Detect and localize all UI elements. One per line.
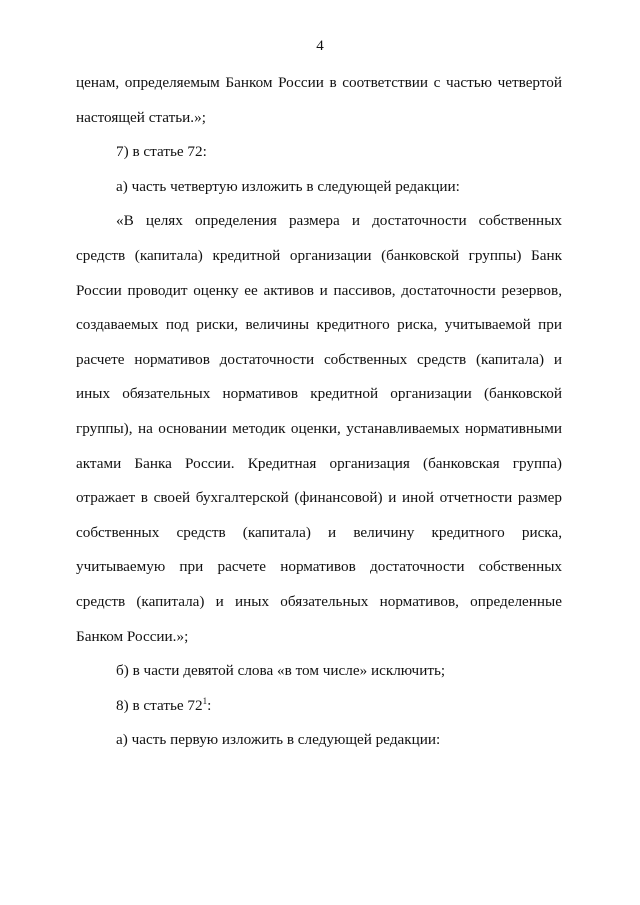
document-body: [76, 66, 562, 758]
item-8-text: 8) в статье 72: [116, 696, 203, 714]
paragraph-item-7a: а) часть четвертую изложить в следующей редакции:: [116, 177, 460, 195]
paragraph-continuation: ценам, определяемым Банком России в соответствии с частью четвертой настоящей статьи.»;: [76, 74, 562, 126]
paragraph-item-8a: а) часть первую изложить в следующей редакции:: [116, 731, 441, 749]
paragraph-item-7: 7) в статье 72:: [116, 143, 207, 161]
paragraph-item-8: [76, 689, 562, 724]
paragraph-item-7b: б) в части девятой слова «в том числе» исключить;: [116, 662, 446, 680]
item-8-colon: :: [207, 696, 212, 714]
article-superscript: 1: [202, 695, 208, 706]
paragraph-quoted-amendment: «В целях определения размера и достаточности собственных средств (капитала) кредитной организации (банковской группы) Банк России проводит оценку ее активов и пассивов, достаточности резервов, создаваемых под риски, величины кредитного риска, учитываемой при расчете нормативов достаточности собственных средств (капитала) и иных обязательных нормативов кредитной организации (банковской группы), на основании методик оценки, устанавливаемых нормативными актами Банка России. Кредитная организация (банковская группа) отражает в своей бухгалтерской (финансовой) и иной отчетности размер собственных средств (капитала) и величину кредитного риска, учитываемую при расчете нормативов достаточности собственных средств (капитала) и иных обязательных нормативов, определенные Банком России.»;: [76, 212, 562, 645]
page-number: 4: [316, 38, 324, 54]
